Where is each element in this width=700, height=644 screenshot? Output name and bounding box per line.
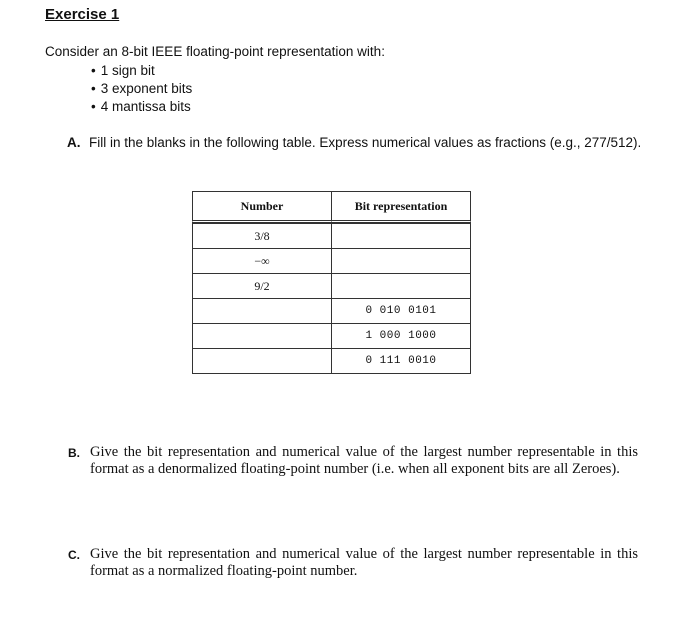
bit-cell: 0 111 0010: [331, 348, 471, 374]
table-row: [192, 348, 471, 374]
bit-cell: [331, 273, 471, 298]
table-row: [192, 323, 471, 348]
conversion-table: [192, 191, 471, 374]
table-header-row: [192, 191, 471, 223]
bit-layout-list: [91, 62, 192, 116]
header-bit-representation: Bit representation: [331, 191, 471, 223]
number-cell: 3/8: [192, 223, 331, 248]
bit-cell: 0 010 0101: [331, 298, 471, 323]
bit-cell: 1 000 1000: [331, 323, 471, 348]
question-b: [68, 444, 638, 478]
number-cell: [192, 348, 331, 374]
table-row: [192, 273, 471, 298]
number-cell: 9/2: [192, 273, 331, 298]
bit-cell: [331, 223, 471, 248]
number-cell: [192, 298, 331, 323]
question-c-text: Give the bit representation and numerical value of the largest number representable in this format as a normalized floating-point number.: [90, 546, 638, 579]
number-cell: −∞: [192, 248, 331, 273]
exercise-title: Exercise 1: [45, 6, 120, 23]
table-row: [192, 223, 471, 248]
header-number: Number: [192, 191, 331, 223]
question-b-text: Give the bit representation and numerical value of the largest number representable in this format as a denormalized floating-point number (i.e. when all exponent bits are all Zeroes).: [90, 444, 638, 477]
number-cell: [192, 323, 331, 348]
question-c-letter: C.: [68, 548, 80, 562]
question-b-letter: B.: [68, 446, 80, 460]
question-a-text: Fill in the blanks in the following table. Express numerical values as fractions (e.g., 277/512).: [89, 135, 642, 150]
bullet-exponent-bits: • 3 exponent bits: [91, 80, 192, 98]
table-row: [192, 248, 471, 273]
bit-cell: [331, 248, 471, 273]
question-a-letter: A.: [67, 135, 81, 150]
intro-text: Consider an 8-bit IEEE floating-point representation with:: [45, 44, 385, 59]
bullet-mantissa-bits: • 4 mantissa bits: [91, 98, 192, 116]
question-c: [68, 546, 638, 580]
table-row: [192, 298, 471, 323]
question-a: [67, 134, 647, 152]
bullet-sign-bit: • 1 sign bit: [91, 62, 192, 80]
